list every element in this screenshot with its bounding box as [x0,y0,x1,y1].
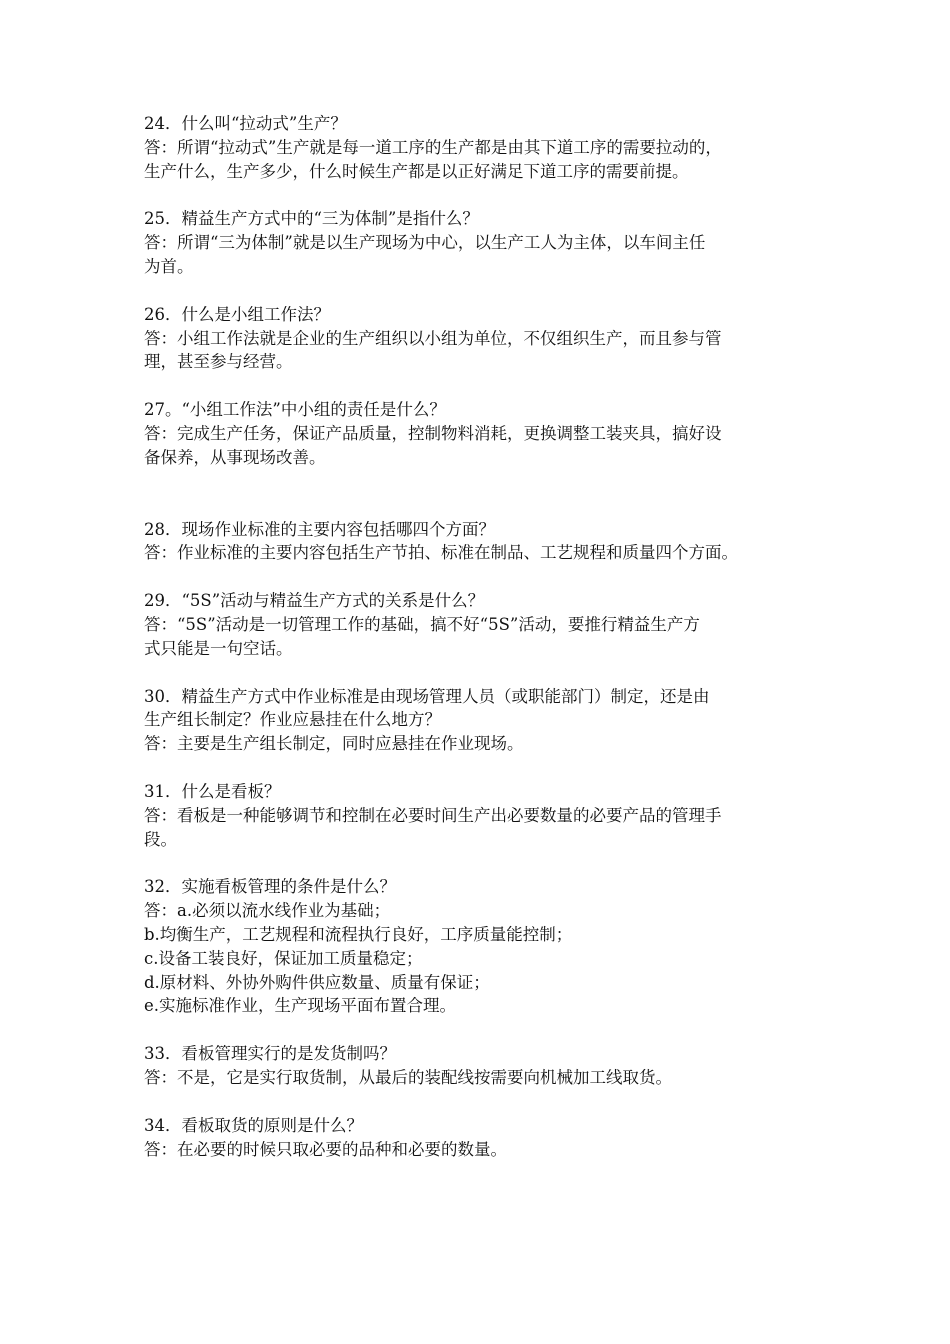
answer-24-line-2: 生产什么，生产多少，什么时候生产都是以正好满足下道工序的需要前提。 [144,161,689,181]
answer-26-line-1: 答：小组工作法就是企业的生产组织以小组为单位，不仅组织生产，而且参与管 [144,328,722,348]
answer-25-line-1: 答：所谓“三为体制”就是以生产现场为中心，以生产工人为主体，以车间主任 [144,233,706,253]
spacer [144,279,814,303]
question-30-line-1: 30．精益生产方式中作业标准是由现场管理人员（或职能部门）制定，还是由 [144,686,710,706]
spacer [144,851,814,875]
qa-item-29 [144,589,814,660]
answer-25-line-2: 为首。 [144,256,194,276]
question-31: 31．什么是看板？ [144,781,281,801]
qa-item-30 [144,685,814,756]
answer-32-line-1: 答：a.必须以流水线作业为基础； [144,901,391,921]
spacer [144,1090,814,1114]
document-page [144,112,814,1161]
spacer [144,183,814,207]
answer-32-line-2: b.均衡生产，工艺规程和流程执行良好，工序质量能控制； [144,924,573,944]
qa-item-34 [144,1114,814,1162]
qa-item-27 [144,398,814,469]
answer-26-line-2: 理，甚至参与经营。 [144,352,293,372]
qa-item-26 [144,303,814,374]
question-30-line-2: 生产组长制定？作业应悬挂在什么地方？ [144,710,441,730]
spacer [144,565,814,589]
question-29: 29．“5S”活动与精益生产方式的关系是什么？ [144,591,485,611]
answer-32-line-5: e.实施标准作业，生产现场平面布置合理。 [144,996,457,1016]
answer-28-line-1: 答：作业标准的主要内容包括生产节拍、标准在制品、工艺规程和质量四个方面。 [144,543,738,563]
question-27: 27。“小组工作法”中小组的责任是什么？ [144,400,446,420]
question-28: 28．现场作业标准的主要内容包括哪四个方面？ [144,519,495,539]
answer-32-line-4: d.原材料、外协外购件供应数量、质量有保证； [144,972,490,992]
qa-item-32 [144,875,814,1018]
answer-33-line-1: 答：不是，它是实行取货制，从最后的装配线按需要向机械加工线取货。 [144,1067,672,1087]
question-33: 33．看板管理实行的是发货制吗？ [144,1044,396,1064]
answer-27-line-1: 答：完成生产任务，保证产品质量，控制物料消耗，更换调整工装夹具，搞好设 [144,423,722,443]
answer-30-line-1: 答：主要是生产组长制定，同时应悬挂在作业现场。 [144,734,524,754]
answer-27-line-2: 备保养，从事现场改善。 [144,447,326,467]
qa-item-31 [144,780,814,851]
qa-item-24 [144,112,814,183]
question-26: 26．什么是小组工作法？ [144,304,330,324]
spacer [144,374,814,398]
qa-item-28 [144,518,814,566]
spacer [144,756,814,780]
answer-34-line-1: 答：在必要的时候只取必要的品种和必要的数量。 [144,1139,507,1159]
question-34: 34．看板取货的原则是什么？ [144,1115,363,1135]
answer-31-line-1: 答：看板是一种能够调节和控制在必要时间生产出必要数量的必要产品的管理手 [144,805,722,825]
question-25: 25．精益生产方式中的“三为体制”是指什么？ [144,209,479,229]
spacer [144,470,814,518]
spacer [144,1018,814,1042]
question-24: 24．什么叫“拉动式”生产？ [144,114,347,133]
answer-32-line-3: c.设备工装良好，保证加工质量稳定； [144,948,423,968]
answer-29-line-1: 答：“5S”活动是一切管理工作的基础，搞不好“5S”活动，要推行精益生产方 [144,614,700,634]
spacer [144,661,814,685]
answer-24-line-1: 答：所谓“拉动式”生产就是每一道工序的生产都是由其下道工序的需要拉动的， [144,137,722,157]
qa-item-25 [144,207,814,278]
answer-29-line-2: 式只能是一句空话。 [144,638,293,658]
qa-item-33 [144,1042,814,1090]
question-32: 32．实施看板管理的条件是什么？ [144,877,396,897]
answer-31-line-2: 段。 [144,829,177,849]
